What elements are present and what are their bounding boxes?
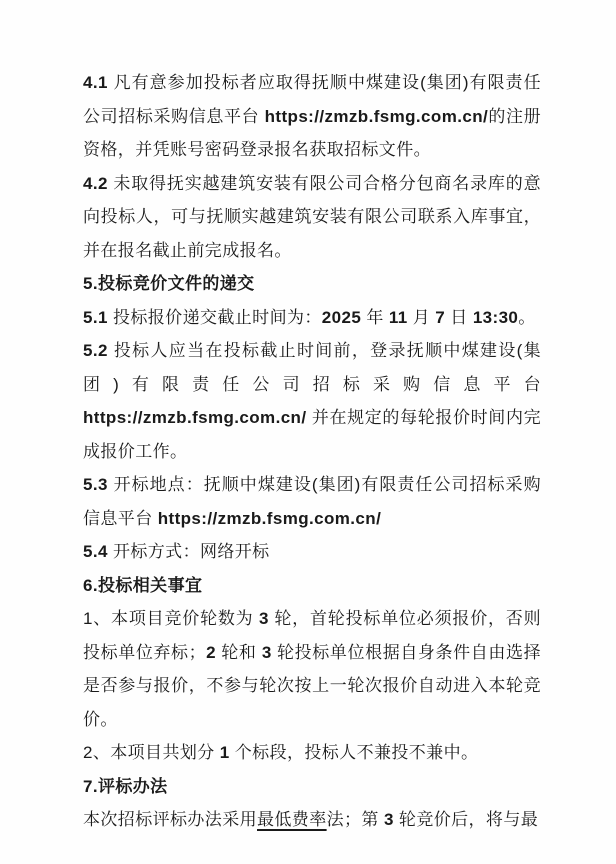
text-segment: 轮和	[215, 642, 262, 662]
text-segment: 2	[206, 642, 216, 662]
paragraph-clause-5-4	[83, 535, 541, 569]
underlined-text-segment: 最低费率	[257, 810, 327, 829]
text-segment: 5.1	[83, 307, 113, 327]
paragraph-clause-4-1	[83, 66, 541, 167]
paragraph-clause-5-3	[83, 468, 541, 535]
text-segment: 轮竞价后，将与最	[393, 810, 539, 829]
text-segment: 凡有意参加投标者应取得抚顺中煤建设(集团)有限责任公司招标采购信息平台	[83, 73, 541, 126]
paragraph-clause-5-2	[83, 334, 541, 468]
paragraph-item-6-2	[83, 736, 541, 770]
text-segment: 13:30	[472, 307, 519, 327]
paragraph-heading-6	[83, 569, 541, 603]
paragraph-heading-7	[83, 770, 541, 804]
document-content	[83, 66, 541, 837]
paragraph-clause-5-1	[83, 301, 541, 335]
text-segment: 5.3	[83, 475, 114, 494]
text-segment: 4.2	[83, 173, 114, 193]
paragraph-item-6-1	[83, 602, 541, 736]
text-segment: 11	[388, 307, 408, 327]
text-segment: 5.投标竞价文件的递交	[83, 274, 255, 293]
text-segment: 4.1	[83, 73, 114, 92]
text-segment: 开标地点：抚顺中煤建设(集团)有限责任公司招标采购信息平台	[83, 475, 541, 528]
text-segment: 3	[261, 642, 272, 662]
text-segment: 开标方式：网络开标	[112, 542, 270, 561]
text-segment: 并在规定的每轮报价时间内完成报价工作。	[83, 408, 541, 461]
text-segment: 投标报价递交截止时间为：	[112, 307, 322, 327]
paragraph-clause-7-1	[83, 803, 541, 837]
text-segment: 的注册资格，并凭账号密码登录报名获取招标文件。	[83, 106, 541, 159]
text-segment: 5.4	[83, 542, 113, 561]
text-segment: 年	[361, 307, 389, 327]
text-segment: 轮，首轮投标单位必须报价，否则投标单位弃标；	[83, 609, 542, 662]
text-segment: 月	[407, 307, 436, 327]
text-segment: 1、本项目竞价轮数为	[83, 609, 259, 628]
text-segment: https://zmzb.fsmg.com.cn/	[157, 508, 382, 528]
text-segment: 3	[383, 810, 394, 829]
text-segment: 。	[518, 307, 536, 327]
text-segment: 投标人应当在投标截止时间前，登录抚顺中煤建设(集团)有限责任公司招标采购信息平台	[83, 341, 541, 394]
text-segment: 7	[435, 307, 446, 327]
paragraph-heading-5	[83, 267, 541, 301]
text-segment: 日	[445, 307, 473, 327]
text-segment: https://zmzb.fsmg.com.cn/	[83, 408, 307, 427]
text-segment: 未取得抚实越建筑安装有限公司合格分包商名录库的意向投标人，可与抚顺实越建筑安装有限公司联系入库事宜，并在报名截止前完成报名。	[83, 173, 541, 260]
text-segment: 轮投标单位根据自身条件自由选择是否参与报价，不参与轮次按上一轮次报价自动进入本轮竞价。	[83, 642, 542, 729]
text-segment: 2025	[321, 307, 362, 327]
text-segment: 6.投标相关事宜	[83, 575, 203, 595]
text-segment: https://zmzb.fsmg.com.cn/	[264, 106, 489, 126]
text-segment: 5.2	[83, 341, 114, 360]
text-segment: 本次招标评标办法采用	[83, 810, 257, 829]
text-segment: 1	[219, 743, 230, 762]
text-segment: 个标段，投标人不兼投不兼中。	[229, 743, 479, 762]
paragraph-clause-4-2	[83, 167, 541, 268]
text-segment: 法；第	[326, 810, 384, 829]
text-segment: 3	[259, 609, 269, 628]
text-segment: 2、本项目共划分	[83, 743, 220, 762]
text-segment: 7.评标办法	[83, 776, 168, 796]
